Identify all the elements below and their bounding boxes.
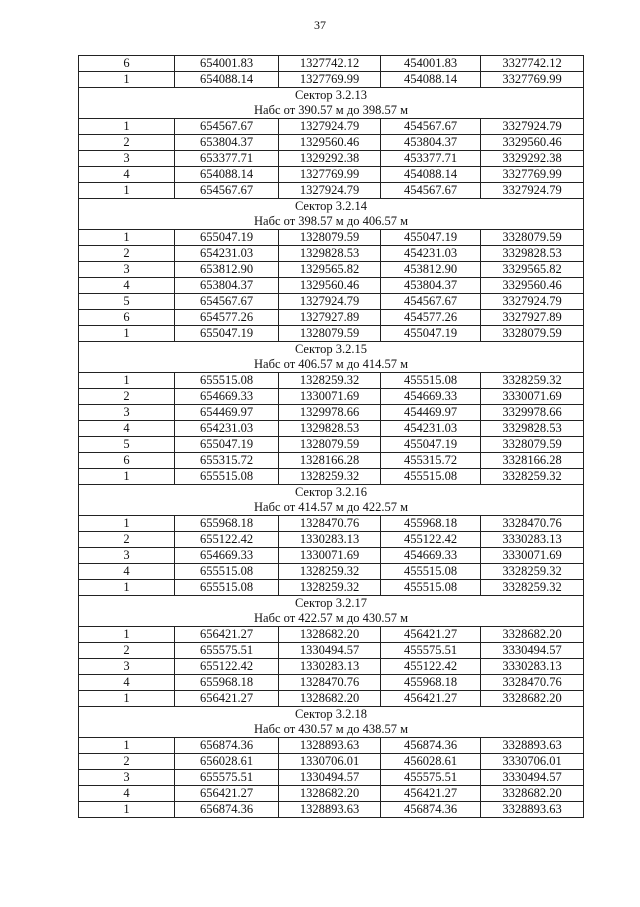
y-coordinate-cell: 1327769.99 — [279, 72, 381, 88]
y-local-coordinate-cell: 3328259.32 — [481, 580, 584, 596]
table-row — [79, 437, 584, 453]
y-local-coordinate-cell: 3329978.66 — [481, 405, 584, 421]
y-local-coordinate-cell: 3328893.63 — [481, 738, 584, 754]
x-local-coordinate-cell: 455122.42 — [381, 659, 481, 675]
y-coordinate-cell: 1328893.63 — [279, 738, 381, 754]
table-row — [79, 183, 584, 199]
point-number-cell: 1 — [79, 183, 175, 199]
y-local-coordinate-cell: 3327924.79 — [481, 119, 584, 135]
x-local-coordinate-cell: 454669.33 — [381, 548, 481, 564]
x-coordinate-cell: 654669.33 — [175, 548, 279, 564]
y-local-coordinate-cell: 3330494.57 — [481, 770, 584, 786]
x-coordinate-cell: 654088.14 — [175, 72, 279, 88]
point-number-cell: 4 — [79, 786, 175, 802]
coordinates-table — [78, 55, 584, 818]
point-number-cell: 4 — [79, 675, 175, 691]
point-number-cell: 1 — [79, 230, 175, 246]
sector-height-range: Набс от 398.57 м до 406.57 м — [254, 214, 408, 228]
sector-header-cell — [79, 88, 584, 119]
table-row — [79, 294, 584, 310]
y-local-coordinate-cell: 3328079.59 — [481, 230, 584, 246]
y-coordinate-cell: 1330494.57 — [279, 770, 381, 786]
sector-title: Сектор 3.2.13 — [294, 88, 368, 102]
y-local-coordinate-cell: 3328470.76 — [481, 516, 584, 532]
x-local-coordinate-cell: 454231.03 — [381, 421, 481, 437]
x-coordinate-cell: 654088.14 — [175, 167, 279, 183]
y-coordinate-cell: 1328079.59 — [279, 437, 381, 453]
x-coordinate-cell: 655122.42 — [175, 659, 279, 675]
y-local-coordinate-cell: 3329565.82 — [481, 262, 584, 278]
y-coordinate-cell: 1328470.76 — [279, 516, 381, 532]
x-coordinate-cell: 653804.37 — [175, 278, 279, 294]
point-number-cell: 2 — [79, 246, 175, 262]
table-row — [79, 326, 584, 342]
x-local-coordinate-cell: 454231.03 — [381, 246, 481, 262]
y-local-coordinate-cell: 3327924.79 — [481, 183, 584, 199]
y-local-coordinate-cell: 3330071.69 — [481, 389, 584, 405]
y-local-coordinate-cell: 3330283.13 — [481, 532, 584, 548]
y-coordinate-cell: 1329828.53 — [279, 246, 381, 262]
x-coordinate-cell: 655047.19 — [175, 230, 279, 246]
y-local-coordinate-cell: 3329560.46 — [481, 135, 584, 151]
y-local-coordinate-cell: 3329560.46 — [481, 278, 584, 294]
y-coordinate-cell: 1328166.28 — [279, 453, 381, 469]
table-row — [79, 453, 584, 469]
y-coordinate-cell: 1327742.12 — [279, 56, 381, 72]
x-coordinate-cell: 655047.19 — [175, 326, 279, 342]
x-local-coordinate-cell: 454567.67 — [381, 294, 481, 310]
point-number-cell: 5 — [79, 294, 175, 310]
table-row — [79, 580, 584, 596]
x-coordinate-cell: 655968.18 — [175, 516, 279, 532]
y-coordinate-cell: 1328682.20 — [279, 691, 381, 707]
point-number-cell: 1 — [79, 373, 175, 389]
x-coordinate-cell: 655515.08 — [175, 469, 279, 485]
x-coordinate-cell: 656421.27 — [175, 786, 279, 802]
page-number: 37 — [314, 18, 326, 32]
y-local-coordinate-cell: 3328893.63 — [481, 802, 584, 818]
sector-header-row — [79, 707, 584, 738]
x-coordinate-cell: 655515.08 — [175, 373, 279, 389]
y-coordinate-cell: 1330706.01 — [279, 754, 381, 770]
y-local-coordinate-cell: 3327769.99 — [481, 167, 584, 183]
x-local-coordinate-cell: 455515.08 — [381, 373, 481, 389]
x-coordinate-cell: 654469.97 — [175, 405, 279, 421]
x-coordinate-cell: 654567.67 — [175, 294, 279, 310]
x-local-coordinate-cell: 455047.19 — [381, 437, 481, 453]
y-local-coordinate-cell: 3328259.32 — [481, 469, 584, 485]
table-row — [79, 691, 584, 707]
table-row — [79, 230, 584, 246]
y-coordinate-cell: 1328259.32 — [279, 373, 381, 389]
y-coordinate-cell: 1328682.20 — [279, 786, 381, 802]
x-coordinate-cell: 655968.18 — [175, 675, 279, 691]
sector-title: Сектор 3.2.16 — [294, 485, 368, 499]
sector-header-cell — [79, 199, 584, 230]
x-local-coordinate-cell: 456874.36 — [381, 802, 481, 818]
x-coordinate-cell: 654001.83 — [175, 56, 279, 72]
y-coordinate-cell: 1329978.66 — [279, 405, 381, 421]
y-coordinate-cell: 1328079.59 — [279, 326, 381, 342]
x-coordinate-cell: 656874.36 — [175, 802, 279, 818]
point-number-cell: 2 — [79, 754, 175, 770]
y-local-coordinate-cell: 3328682.20 — [481, 786, 584, 802]
x-local-coordinate-cell: 454001.83 — [381, 56, 481, 72]
table-row — [79, 802, 584, 818]
point-number-cell: 1 — [79, 802, 175, 818]
y-coordinate-cell: 1327924.79 — [279, 294, 381, 310]
x-local-coordinate-cell: 455968.18 — [381, 675, 481, 691]
sector-height-range: Набс от 414.57 м до 422.57 м — [254, 500, 408, 514]
table-row — [79, 770, 584, 786]
point-number-cell: 4 — [79, 564, 175, 580]
point-number-cell: 2 — [79, 389, 175, 405]
sector-header-row — [79, 342, 584, 373]
sector-header-row — [79, 199, 584, 230]
y-coordinate-cell: 1327924.79 — [279, 183, 381, 199]
point-number-cell: 6 — [79, 56, 175, 72]
x-coordinate-cell: 655122.42 — [175, 532, 279, 548]
point-number-cell: 6 — [79, 310, 175, 326]
x-local-coordinate-cell: 453812.90 — [381, 262, 481, 278]
y-coordinate-cell: 1328079.59 — [279, 230, 381, 246]
table-row — [79, 310, 584, 326]
point-number-cell: 3 — [79, 770, 175, 786]
table-row — [79, 373, 584, 389]
sector-header-row — [79, 485, 584, 516]
y-coordinate-cell: 1327924.79 — [279, 119, 381, 135]
coordinates-table-body — [79, 56, 584, 818]
table-row — [79, 405, 584, 421]
sector-title: Сектор 3.2.15 — [294, 342, 368, 356]
y-coordinate-cell: 1329560.46 — [279, 278, 381, 294]
x-coordinate-cell: 656028.61 — [175, 754, 279, 770]
x-coordinate-cell: 655047.19 — [175, 437, 279, 453]
sector-header-cell — [79, 596, 584, 627]
x-local-coordinate-cell: 456421.27 — [381, 786, 481, 802]
x-local-coordinate-cell: 455515.08 — [381, 580, 481, 596]
point-number-cell: 6 — [79, 453, 175, 469]
sector-header-row — [79, 88, 584, 119]
x-local-coordinate-cell: 454669.33 — [381, 389, 481, 405]
y-coordinate-cell: 1330494.57 — [279, 643, 381, 659]
y-coordinate-cell: 1327927.89 — [279, 310, 381, 326]
y-coordinate-cell: 1330283.13 — [279, 659, 381, 675]
table-row — [79, 675, 584, 691]
sector-header-cell — [79, 342, 584, 373]
table-row — [79, 262, 584, 278]
table-row — [79, 278, 584, 294]
y-coordinate-cell: 1328259.32 — [279, 469, 381, 485]
x-local-coordinate-cell: 453804.37 — [381, 278, 481, 294]
point-number-cell: 3 — [79, 548, 175, 564]
table-row — [79, 135, 584, 151]
y-local-coordinate-cell: 3328079.59 — [481, 326, 584, 342]
y-local-coordinate-cell: 3327742.12 — [481, 56, 584, 72]
x-coordinate-cell: 654231.03 — [175, 421, 279, 437]
y-coordinate-cell: 1328893.63 — [279, 802, 381, 818]
table-row — [79, 659, 584, 675]
point-number-cell: 2 — [79, 643, 175, 659]
table-row — [79, 246, 584, 262]
x-coordinate-cell: 656874.36 — [175, 738, 279, 754]
y-coordinate-cell: 1330071.69 — [279, 548, 381, 564]
x-coordinate-cell: 656421.27 — [175, 691, 279, 707]
point-number-cell: 4 — [79, 278, 175, 294]
x-local-coordinate-cell: 456874.36 — [381, 738, 481, 754]
x-local-coordinate-cell: 454088.14 — [381, 72, 481, 88]
y-coordinate-cell: 1327769.99 — [279, 167, 381, 183]
x-local-coordinate-cell: 453804.37 — [381, 135, 481, 151]
table-row — [79, 738, 584, 754]
y-coordinate-cell: 1328470.76 — [279, 675, 381, 691]
x-coordinate-cell: 653812.90 — [175, 262, 279, 278]
x-local-coordinate-cell: 456421.27 — [381, 627, 481, 643]
x-coordinate-cell: 655575.51 — [175, 643, 279, 659]
x-coordinate-cell: 655575.51 — [175, 770, 279, 786]
table-row — [79, 151, 584, 167]
point-number-cell: 3 — [79, 262, 175, 278]
point-number-cell: 1 — [79, 72, 175, 88]
x-local-coordinate-cell: 455047.19 — [381, 230, 481, 246]
y-local-coordinate-cell: 3329828.53 — [481, 246, 584, 262]
table-row — [79, 389, 584, 405]
x-coordinate-cell: 653377.71 — [175, 151, 279, 167]
y-local-coordinate-cell: 3330706.01 — [481, 754, 584, 770]
point-number-cell: 3 — [79, 151, 175, 167]
point-number-cell: 1 — [79, 738, 175, 754]
x-coordinate-cell: 654567.67 — [175, 119, 279, 135]
y-local-coordinate-cell: 3328079.59 — [481, 437, 584, 453]
y-coordinate-cell: 1330071.69 — [279, 389, 381, 405]
x-local-coordinate-cell: 453377.71 — [381, 151, 481, 167]
point-number-cell: 1 — [79, 691, 175, 707]
table-row — [79, 56, 584, 72]
y-local-coordinate-cell: 3327924.79 — [481, 294, 584, 310]
sector-title: Сектор 3.2.18 — [294, 707, 368, 721]
table-row — [79, 119, 584, 135]
x-local-coordinate-cell: 454577.26 — [381, 310, 481, 326]
point-number-cell: 4 — [79, 167, 175, 183]
sector-title: Сектор 3.2.14 — [294, 199, 368, 213]
y-coordinate-cell: 1328259.32 — [279, 580, 381, 596]
x-local-coordinate-cell: 454469.97 — [381, 405, 481, 421]
table-row — [79, 469, 584, 485]
table-row — [79, 564, 584, 580]
table-row — [79, 627, 584, 643]
point-number-cell: 1 — [79, 326, 175, 342]
table-row — [79, 548, 584, 564]
point-number-cell: 2 — [79, 135, 175, 151]
x-coordinate-cell: 654231.03 — [175, 246, 279, 262]
y-local-coordinate-cell: 3328470.76 — [481, 675, 584, 691]
x-local-coordinate-cell: 454567.67 — [381, 183, 481, 199]
table-row — [79, 167, 584, 183]
y-local-coordinate-cell: 3329292.38 — [481, 151, 584, 167]
point-number-cell: 1 — [79, 119, 175, 135]
sector-header-cell — [79, 485, 584, 516]
x-coordinate-cell: 654669.33 — [175, 389, 279, 405]
sector-header-cell — [79, 707, 584, 738]
point-number-cell: 1 — [79, 580, 175, 596]
x-coordinate-cell: 654577.26 — [175, 310, 279, 326]
x-local-coordinate-cell: 455315.72 — [381, 453, 481, 469]
y-coordinate-cell: 1329560.46 — [279, 135, 381, 151]
y-local-coordinate-cell: 3330071.69 — [481, 548, 584, 564]
y-local-coordinate-cell: 3328682.20 — [481, 627, 584, 643]
y-coordinate-cell: 1329565.82 — [279, 262, 381, 278]
x-local-coordinate-cell: 454088.14 — [381, 167, 481, 183]
point-number-cell: 2 — [79, 532, 175, 548]
y-local-coordinate-cell: 3328166.28 — [481, 453, 584, 469]
sector-height-range: Набс от 422.57 м до 430.57 м — [254, 611, 408, 625]
y-local-coordinate-cell: 3329828.53 — [481, 421, 584, 437]
x-local-coordinate-cell: 456028.61 — [381, 754, 481, 770]
x-local-coordinate-cell: 455515.08 — [381, 469, 481, 485]
x-local-coordinate-cell: 455575.51 — [381, 770, 481, 786]
sector-title: Сектор 3.2.17 — [294, 596, 368, 610]
x-coordinate-cell: 654567.67 — [175, 183, 279, 199]
x-coordinate-cell: 655515.08 — [175, 564, 279, 580]
x-coordinate-cell: 655315.72 — [175, 453, 279, 469]
x-coordinate-cell: 656421.27 — [175, 627, 279, 643]
table-row — [79, 754, 584, 770]
point-number-cell: 4 — [79, 421, 175, 437]
table-row — [79, 643, 584, 659]
y-local-coordinate-cell: 3330283.13 — [481, 659, 584, 675]
x-local-coordinate-cell: 455047.19 — [381, 326, 481, 342]
point-number-cell: 1 — [79, 627, 175, 643]
point-number-cell: 1 — [79, 469, 175, 485]
table-row — [79, 786, 584, 802]
y-coordinate-cell: 1328682.20 — [279, 627, 381, 643]
y-local-coordinate-cell: 3328259.32 — [481, 373, 584, 389]
x-coordinate-cell: 653804.37 — [175, 135, 279, 151]
table-row — [79, 532, 584, 548]
point-number-cell: 1 — [79, 516, 175, 532]
y-local-coordinate-cell: 3327769.99 — [481, 72, 584, 88]
sector-height-range: Набс от 390.57 м до 398.57 м — [254, 103, 408, 117]
sector-height-range: Набс от 406.57 м до 414.57 м — [254, 357, 408, 371]
x-coordinate-cell: 655515.08 — [175, 580, 279, 596]
x-local-coordinate-cell: 456421.27 — [381, 691, 481, 707]
point-number-cell: 3 — [79, 405, 175, 421]
table-row — [79, 421, 584, 437]
x-local-coordinate-cell: 455122.42 — [381, 532, 481, 548]
sector-header-row — [79, 596, 584, 627]
y-local-coordinate-cell: 3330494.57 — [481, 643, 584, 659]
point-number-cell: 3 — [79, 659, 175, 675]
point-number-cell: 5 — [79, 437, 175, 453]
y-coordinate-cell: 1330283.13 — [279, 532, 381, 548]
y-coordinate-cell: 1329292.38 — [279, 151, 381, 167]
y-local-coordinate-cell: 3327927.89 — [481, 310, 584, 326]
y-local-coordinate-cell: 3328682.20 — [481, 691, 584, 707]
x-local-coordinate-cell: 455968.18 — [381, 516, 481, 532]
sector-height-range: Набс от 430.57 м до 438.57 м — [254, 722, 408, 736]
x-local-coordinate-cell: 455515.08 — [381, 564, 481, 580]
x-local-coordinate-cell: 454567.67 — [381, 119, 481, 135]
y-coordinate-cell: 1329828.53 — [279, 421, 381, 437]
x-local-coordinate-cell: 455575.51 — [381, 643, 481, 659]
y-local-coordinate-cell: 3328259.32 — [481, 564, 584, 580]
y-coordinate-cell: 1328259.32 — [279, 564, 381, 580]
table-row — [79, 516, 584, 532]
table-row — [79, 72, 584, 88]
